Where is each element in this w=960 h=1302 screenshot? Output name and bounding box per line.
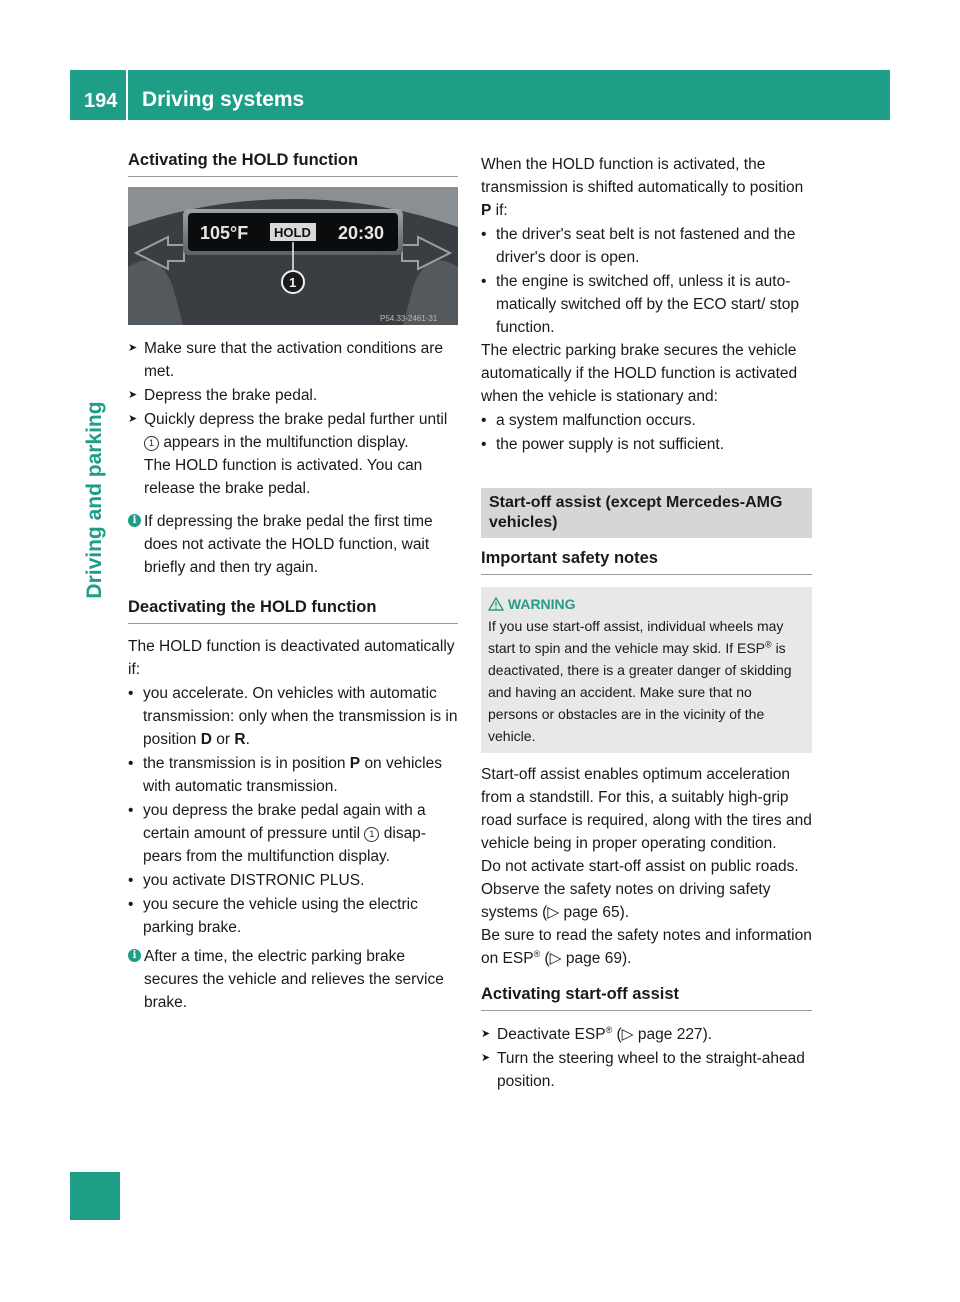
instrument-cluster-illustration — [128, 187, 458, 325]
bullet-icon: • — [128, 896, 134, 913]
section-start-off-assist: Start-off assist (except Mercedes-AMG vehicles) — [481, 488, 812, 538]
heading-deactivating-hold: Deactivating the HOLD function — [128, 597, 458, 624]
step-arrow-icon: ➤ — [481, 1052, 491, 1064]
warning-triangle-icon — [488, 597, 504, 611]
deactivation-bullet-1: • you accelerate. On vehicles with automatic transmission: only when the transmission is in position D or R. — [128, 682, 458, 751]
deactivation-bullet-4: • you activate DISTRONIC PLUS. — [128, 869, 458, 892]
start-off-description: Start-off assist enables optimum acceleration from a standstill. For this, a suitably high-grip road surface is required, along with the tires and vehicle being in proper operating condition. — [481, 766, 812, 852]
bullet-icon: • — [481, 436, 487, 453]
page-reference-link[interactable]: page 69 — [565, 950, 622, 967]
step-1: ➤ Make sure that the activation conditions are met. — [128, 337, 458, 383]
info-icon: i — [128, 949, 141, 962]
condition-bullet-1: • the driver's seat belt is not fastened and the driver's door is open. — [481, 223, 812, 269]
page-title: Driving systems — [142, 88, 305, 111]
safety-notes-reference: Observe the safety notes on driving safety systems (▷ page 65). — [481, 881, 771, 921]
left-column — [128, 150, 458, 1014]
warning-header — [488, 593, 804, 615]
bullet-icon: • — [481, 412, 487, 429]
image-code: P54.33-2461-31 — [380, 314, 438, 323]
start-off-step-1: ➤ Deactivate ESP® (▷ page 227). — [481, 1023, 812, 1046]
warning-box — [481, 587, 812, 753]
info-icon: i — [128, 514, 141, 527]
header-divider — [126, 70, 128, 120]
page-reference-arrow-icon: ▷ — [549, 950, 562, 967]
display-clock: 20:30 — [338, 223, 385, 243]
hold-display-image — [128, 187, 458, 325]
display-temperature: 105°F — [200, 223, 249, 243]
page-reference-link[interactable]: page 65 — [563, 904, 620, 921]
page-number: 194 — [84, 90, 118, 112]
step-arrow-icon: ➤ — [128, 342, 138, 354]
heading-activating-hold: Activating the HOLD function — [128, 150, 458, 177]
step-arrow-icon: ➤ — [128, 389, 138, 401]
display-callout-number: 1 — [289, 275, 297, 290]
esp-notes-reference: Be sure to read the safety notes and information on ESP® (▷ page 69). — [481, 927, 812, 967]
callout-1-icon: 1 — [364, 827, 379, 842]
epb-paragraph: The electric parking brake secures the vehicle automatically if the HOLD function is activated when the vehicle is stationary and: — [481, 342, 798, 405]
hold-transmission-intro: When the HOLD function is activated, the transmission is shifted automatically to position P if: — [481, 156, 804, 219]
deactivation-bullet-5: • you secure the vehicle using the electric parking brake. — [128, 893, 458, 939]
info-note-1: i If depressing the brake pedal the first time does not activate the HOLD function, wait briefly and then try again. — [128, 510, 458, 579]
bullet-icon: • — [481, 273, 487, 290]
step-arrow-icon: ➤ — [481, 1028, 491, 1040]
side-tab — [75, 380, 115, 620]
display-hold-indicator: HOLD — [274, 225, 311, 240]
page-reference-arrow-icon: ▷ — [621, 1026, 634, 1043]
bullet-icon: • — [128, 802, 134, 819]
start-off-step-2: ➤ Turn the steering wheel to the straight-ahead position. — [481, 1047, 812, 1093]
epb-bullet-2: • the power supply is not sufficient. — [481, 433, 812, 456]
heading-important-safety-notes: Important safety notes — [481, 548, 812, 575]
bullet-icon: • — [128, 755, 134, 772]
right-column — [481, 153, 812, 1093]
bullet-icon: • — [128, 685, 134, 702]
step-2: ➤ Depress the brake pedal. — [128, 384, 458, 407]
page-reference-link[interactable]: page 227 — [637, 1026, 703, 1043]
condition-bullet-2: • the engine is switched off, unless it is automatically switched off by the ECO start/ stop function. — [481, 270, 812, 339]
side-tab-marker — [70, 1172, 120, 1220]
side-tab-label: Driving and parking — [83, 401, 106, 599]
bullet-icon: • — [481, 226, 487, 243]
warning-text: If you use start-off assist, individual wheels may start to spin and the vehicle may skid. If ESP® is deactivated, there is a greater danger of skidding and having an accident. Make sure that no persons or obstacles are in the vicinity of the vehicle. — [488, 618, 792, 744]
epb-bullet-1: • a system malfunction occurs. — [481, 409, 812, 432]
deactivation-bullet-2: • the transmission is in position P on vehicles with automatic transmission. — [128, 752, 458, 798]
deactivation-bullet-3: • you depress the brake pedal again with a certain amount of pressure until 1 disappears from the multifunction display. — [128, 799, 458, 868]
callout-1-icon: 1 — [144, 436, 159, 451]
warning-title: WARNING — [507, 596, 576, 612]
public-roads-note: Do not activate start-off assist on public roads. — [481, 858, 799, 875]
deactivation-intro: The HOLD function is deactivated automatically if: — [128, 638, 455, 678]
bullet-icon: • — [128, 872, 134, 889]
page-reference-arrow-icon: ▷ — [547, 904, 560, 921]
step-arrow-icon: ➤ — [128, 413, 138, 425]
info-note-2: i After a time, the electric parking brake secures the vehicle and relieves the service brake. — [128, 945, 458, 1014]
step-3: ➤ Quickly depress the brake pedal further until 1 appears in the multifunction display. The HOLD function is activated. You can release the brake pedal. — [128, 408, 458, 500]
heading-activating-start-off-assist: Activating start-off assist — [481, 984, 812, 1011]
